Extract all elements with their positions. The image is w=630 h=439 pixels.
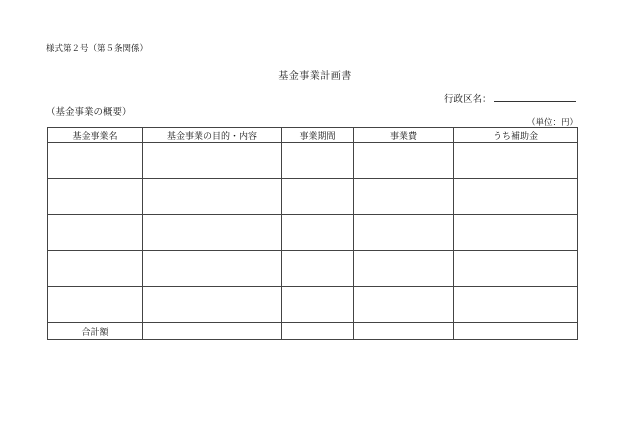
cell-subsidy[interactable]: [454, 251, 578, 287]
table-row: [48, 179, 578, 215]
header-project-cost: 事業費: [354, 128, 454, 143]
page-title: 基金事業計画書: [278, 71, 352, 82]
cell-purpose-content[interactable]: [143, 143, 282, 179]
district-name-field[interactable]: [494, 101, 576, 102]
header-project-period: 事業期間: [282, 128, 354, 143]
cell-project-cost[interactable]: [354, 215, 454, 251]
table-header-row: [48, 128, 578, 143]
cell-project-cost[interactable]: [354, 251, 454, 287]
total-cell-cost[interactable]: [354, 323, 454, 340]
total-row: [48, 323, 578, 340]
unit-label: （単位：円）: [527, 118, 579, 128]
cell-project-period[interactable]: [282, 179, 354, 215]
cell-project-period[interactable]: [282, 143, 354, 179]
cell-fund-project-name[interactable]: [48, 143, 143, 179]
table-row: [48, 143, 578, 179]
header-subsidy: うち補助金: [454, 128, 578, 143]
header-purpose-content: 基金事業の目的・内容: [143, 128, 282, 143]
cell-subsidy[interactable]: [454, 143, 578, 179]
total-label: 合計額: [48, 323, 143, 340]
section-heading: （基金事業の概要）: [46, 107, 132, 118]
cell-purpose-content[interactable]: [143, 179, 282, 215]
total-cell-subsidy[interactable]: [454, 323, 578, 340]
cell-subsidy[interactable]: [454, 215, 578, 251]
cell-project-cost[interactable]: [354, 179, 454, 215]
total-cell-period: [282, 323, 354, 340]
cell-project-cost[interactable]: [354, 287, 454, 323]
cell-fund-project-name[interactable]: [48, 287, 143, 323]
cell-fund-project-name[interactable]: [48, 251, 143, 287]
cell-project-period[interactable]: [282, 287, 354, 323]
cell-project-cost[interactable]: [354, 143, 454, 179]
table-row: [48, 215, 578, 251]
cell-purpose-content[interactable]: [143, 251, 282, 287]
cell-purpose-content[interactable]: [143, 287, 282, 323]
district-name-label: 行政区名：: [444, 94, 492, 105]
cell-subsidy[interactable]: [454, 179, 578, 215]
cell-project-period[interactable]: [282, 251, 354, 287]
cell-subsidy[interactable]: [454, 287, 578, 323]
plan-table: [47, 127, 578, 340]
form-number: 様式第２号（第５条関係）: [46, 44, 149, 54]
total-cell-purpose: [143, 323, 282, 340]
cell-purpose-content[interactable]: [143, 215, 282, 251]
table-row: [48, 287, 578, 323]
cell-fund-project-name[interactable]: [48, 215, 143, 251]
cell-project-period[interactable]: [282, 215, 354, 251]
table-row: [48, 251, 578, 287]
cell-fund-project-name[interactable]: [48, 179, 143, 215]
header-fund-project-name: 基金事業名: [48, 128, 143, 143]
